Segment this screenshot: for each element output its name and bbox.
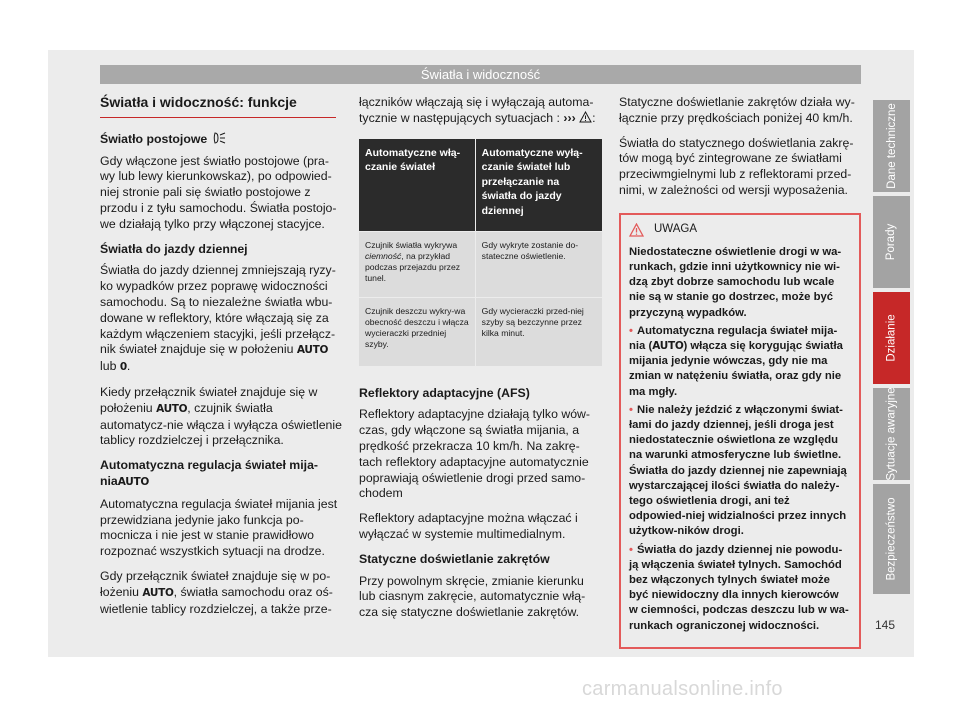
right-column (619, 95, 861, 649)
paragraph-postojowe: Gdy włączone jest światło postojowe (pra-wy lub lewy kierunkowskaz), po odpowied-niej stronie pali się światło postojowe z przodu i z tyłu samochodu. Światła postojo-we działają tylko przy włączonej stacyjce. (100, 153, 337, 231)
table-header-row (359, 139, 602, 232)
tab-label: Dane techniczne (885, 103, 898, 189)
auto-symbol: AUTO (296, 344, 329, 357)
table-cell (359, 232, 475, 298)
paragraph-intro: łączników włączają się i wyłączają automa-tycznie w następujących sytuacjach : ››› : (359, 95, 596, 125)
warning-box (619, 213, 861, 649)
paragraph-dzienne-text: Światła do jazdy dziennej zmniejszają ryzy-ko wypadków przez poprawę widoczności samochodu. Są to niezależne światła wbu-dowane w reflektory, które włączają się za każdym włączeniem stacyjki, jeśli przełącz-nik świateł znajduje się w położeniu (100, 263, 336, 357)
auto-symbol: AUTO (142, 586, 174, 599)
paragraph-afs-2: Reflektory adaptacyjne można włączać i wyłączać w systemie multimedialnym. (359, 511, 578, 541)
left-column (100, 95, 343, 626)
warning-bullet-text: Automatyczna regulacja świateł mija-nia ( (629, 324, 838, 352)
section-title: Światła i widoczność: funkcje (100, 95, 336, 118)
warning-label: UWAGA (654, 222, 698, 235)
auto-symbol: AUTO (117, 475, 149, 488)
tab-dane-techniczne[interactable] (873, 100, 910, 192)
warning-header (629, 215, 849, 245)
paragraph-dzienne-or: lub (100, 359, 117, 374)
tab-label: Bezpieczeństwo (885, 497, 898, 581)
bullet-icon: • (629, 324, 633, 337)
warning-bullet-1 (629, 324, 849, 400)
reference-arrows[interactable]: ››› (563, 110, 576, 125)
heading-auto-regulation-text: Automatyczna regulacja świateł mija-nia (100, 458, 318, 488)
paragraph-gdy-b: , światła samochodu oraz oś-wietlenie tablicy rozdzielczej, a także prze- (100, 584, 333, 616)
paragraph-kiedy-b: , czujnik światła automatycz-nie włącza i wyłącza oświetlenie tablicy rozdzielczej i przełącznika. (100, 400, 342, 448)
side-tabs (873, 100, 910, 598)
tab-bezpieczenstwo[interactable] (873, 484, 910, 594)
watermark: carmanualsonline.info (582, 678, 783, 700)
table-row (359, 298, 602, 366)
tab-sytuacje-awaryjne[interactable] (873, 388, 910, 480)
page-header: Światła i widoczność (100, 65, 861, 84)
paragraph-gdy (100, 569, 343, 617)
paragraph-kiedy (100, 385, 343, 449)
warning-bullet-text: ) włącza się korygując światła mijania jedynie wówczas, gdy nie ma zmian w natężeniu światła, oraz gdy nie ma mgły. (629, 340, 843, 398)
warning-bullet-text: Światła do jazdy dziennej nie powodu-ją włączenia świateł tylnych. Samochód bez włączonych tylnych świateł może być niewidoczny dla innych kierowców w ciemności, podczas deszczu lub w wa-runkach ograniczonej widoczności. (629, 543, 849, 632)
warning-triangle-icon (629, 223, 644, 237)
paragraph-right-1: Statyczne doświetlanie zakrętów działa wy-łącznie przy prędkościach poniżej 40 km/h. (619, 95, 855, 125)
paragraph-afs-1: Reflektory adaptacyjne działają tylko wów-czas, gdy włączone są światła mijania, a prędkość przekracza 10 km/h. Na zakrę-tach reflektory adaptacyjne automatycznie poprawiają oświetlenie drogi przed samo-chodem (359, 407, 591, 501)
warning-bullet-2 (629, 403, 849, 540)
table-header-off: Automatyczne wyłą-czanie świateł lub przełączanie na światła do jazdy dziennej (475, 139, 602, 232)
tab-label: Sytuacje awaryjne (885, 387, 898, 481)
tab-porady[interactable] (873, 196, 910, 288)
warning-bullet-3 (629, 543, 849, 634)
table-cell-text: , na przykład podczas przejazdu przez tunel. (365, 251, 461, 284)
paragraph-auto-regulation: Automatyczna regulacja świateł mijania jest przewidziana jedynie jako funkcja po-mocnicza i nie jest w stanie prawidłowo rozpoznać wszystkich sytuacji na drodze. (100, 496, 338, 559)
bullet-icon: • (629, 403, 633, 416)
table-row (359, 232, 602, 298)
table-cell-text: Czujnik światła wykrywa (365, 240, 458, 251)
heading-postojowe (100, 132, 343, 148)
auto-symbol: AUTO (652, 340, 684, 352)
warning-ref-icon[interactable] (579, 111, 592, 123)
paragraph-right-2: Światła do statycznego doświetlania zakrę-tów mogą być zintegrowane ze światłami przeciwmgielnymi lub z reflektorami przed-nimi, w zależności od wersji wyposażenia. (619, 135, 854, 197)
warning-bullet-text: Nie należy jeździć z włączonymi świat-łami do jazdy dziennej, jeśli droga jest niedostatecznie oświetlona ze względu na warunki atmosferyczne lub świetlne. Światła do jazdy dziennej nie zapewniają wystarczającej ilości światła do należy-tego oświetlenia drogi, ani też odpowied-niej widzialności przez innych użytkow-ników drogi. (629, 403, 847, 538)
table-header-on: Automatyczne włą-czanie świateł (359, 139, 475, 232)
heading-postojowe-text: Światło postojowe (100, 131, 208, 146)
warning-intro: Niedostateczne oświetlenie drogi w wa-runkach, gdzie inni użytkownicy nie wi-dzą zbyt dobrze samochodu lub wcale nie są w stanie go dostrzec, może być przyczyną wypadków. (629, 245, 842, 319)
table-cell-emphasis: ciemność (365, 251, 402, 262)
table-cell: Czujnik deszczu wykry-wa obecność deszczu i włącza wycieraczki przedniej szyby. (359, 298, 475, 366)
table-cell: Gdy wycieraczki przed-niej szyby są bezczynne przez kilka minut. (475, 298, 602, 366)
middle-column (359, 95, 602, 630)
parking-light-icon (213, 132, 227, 144)
heading-afs: Reflektory adaptacyjne (AFS) (359, 385, 530, 400)
paragraph-kiedy-a: Kiedy przełącznik świateł znajduje się w położeniu (100, 384, 318, 415)
paragraph-dzienne: Światła do jazdy dziennej zmniejszają ryzy-ko wypadków przez poprawę widoczności samochodu. Są to niezależne światła wbu-dowane w reflektory, które włączają się za każdym włączeniem stacyjki, jeśli przełącz-nik świateł znajduje się w położeniu AUTO lub 0. (100, 263, 336, 374)
heading-dzienne: Światła do jazdy dziennej (100, 241, 248, 256)
warning-body (629, 245, 849, 634)
heading-auto-regulation (100, 458, 343, 491)
auto-lights-table (359, 139, 602, 366)
heading-static-cornering: Statyczne doświetlanie zakrętów (359, 551, 550, 566)
tab-label: Porady (885, 223, 898, 261)
auto-symbol: AUTO (156, 402, 188, 415)
paragraph-gdy-a: Gdy przełącznik świateł znajduje się w po-łożeniu (100, 568, 331, 599)
zero-symbol: 0 (119, 361, 127, 374)
table-cell: Gdy wykryte zostanie do-stateczne oświetlenie. (475, 232, 602, 298)
bullet-icon: • (629, 543, 633, 556)
page-number: 145 (875, 618, 896, 632)
tab-label: Działanie (885, 314, 898, 362)
paragraph-static-cornering: Przy powolnym skręcie, zmianie kierunku lub ciasnym zakręcie, automatycznie włą-cza się statyczne doświetlanie zakrętów. (359, 573, 586, 620)
tab-dzialanie[interactable] (873, 292, 910, 384)
intro-text: łączników włączają się i wyłączają automa-tycznie w następujących sytuacjach : (359, 95, 594, 125)
